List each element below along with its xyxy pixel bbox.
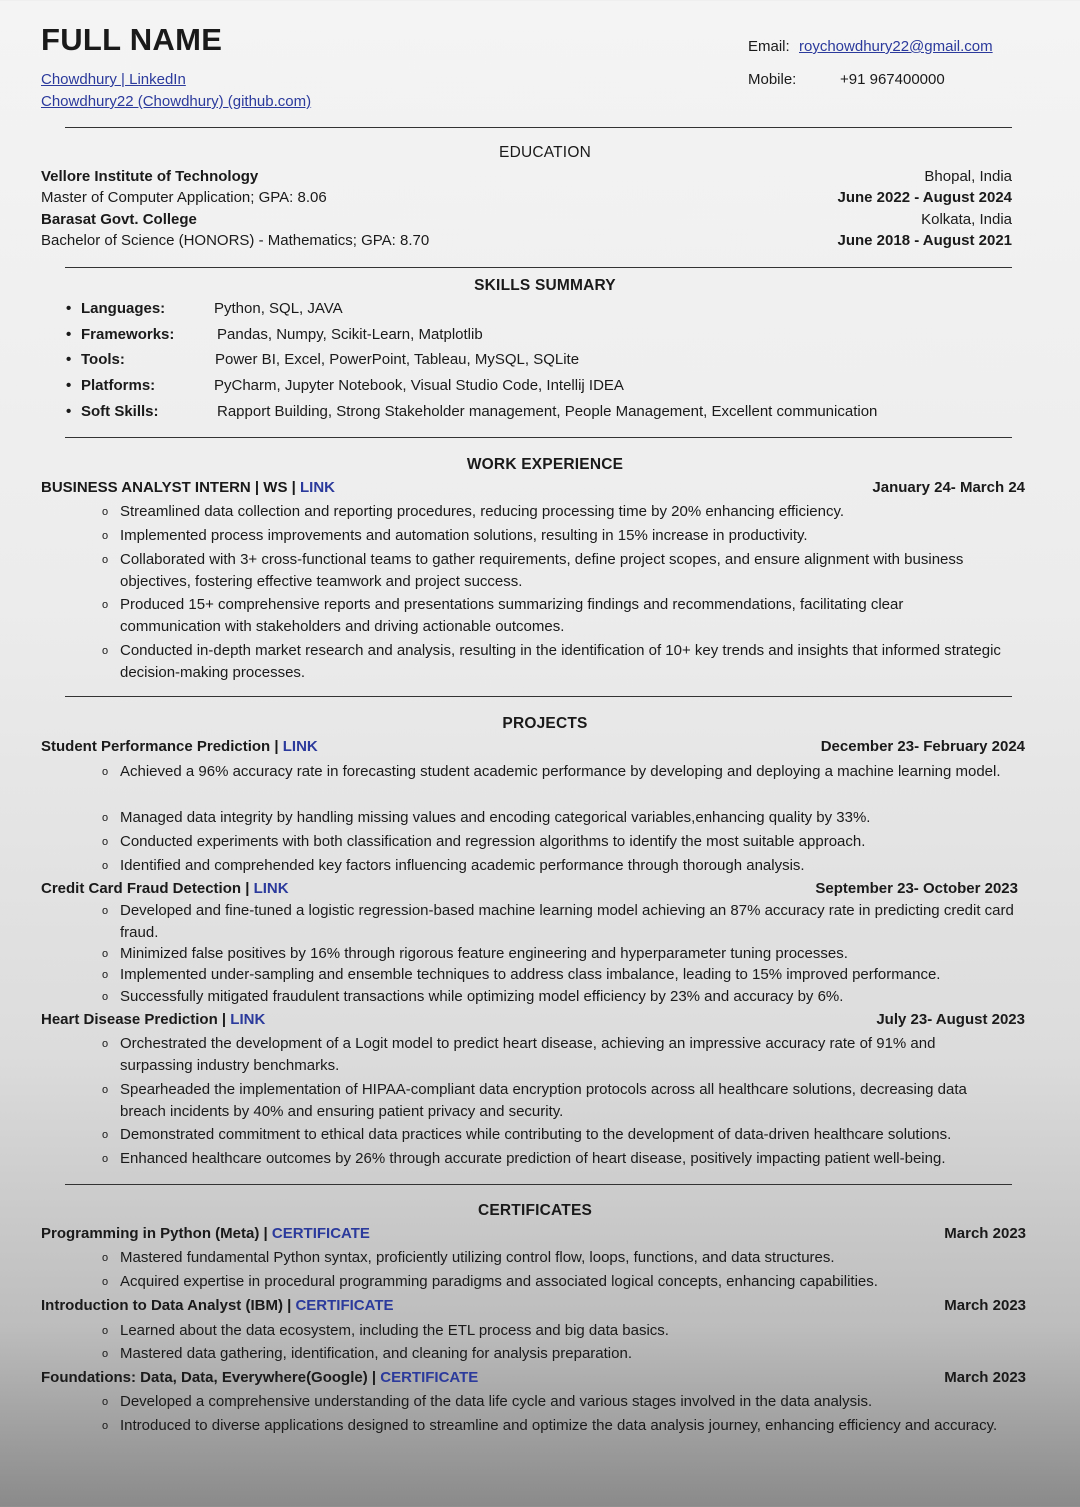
education-dates: June 2018 - August 2021 xyxy=(837,232,1012,249)
project-bullet: o Managed data integrity by handling missing values and encoding categorical variables,enhancing quality by 33%. xyxy=(102,809,871,826)
education-school: Barasat Govt. College xyxy=(41,211,197,228)
work-bullet: o Conducted in-depth market research and analysis, resulting in the identification of 10+ key trends and insights that informed strategic decision-making processes. xyxy=(102,642,1001,681)
divider xyxy=(65,1184,1012,1185)
certificate-date: March 2023 xyxy=(944,1369,1026,1386)
certificate-bullet: o Learned about the data ecosystem, including the ETL process and big data basics. xyxy=(102,1322,669,1339)
skill-label: Soft Skills: xyxy=(81,403,159,420)
certificate-date: March 2023 xyxy=(944,1297,1026,1314)
divider xyxy=(65,437,1012,438)
certificate-title: Introduction to Data Analyst (IBM) | CERTIFICATE xyxy=(41,1297,394,1314)
mobile-label: Mobile: xyxy=(748,71,797,88)
project-link[interactable]: LINK xyxy=(253,880,289,897)
project-dates: July 23- August 2023 xyxy=(876,1011,1025,1028)
project-bullet: o Demonstrated commitment to ethical data practices while contributing to the development of data-driven healthcare solutions. xyxy=(102,1126,952,1143)
project-bullet: o Conducted experiments with both classification and regression algorithms to identify the most suitable approach. xyxy=(102,833,866,850)
work-role-text: BUSINESS ANALYST INTERN | WS | xyxy=(41,479,300,496)
certificate-link[interactable]: CERTIFICATE xyxy=(295,1297,394,1314)
skill-value: PyCharm, Jupyter Notebook, Visual Studio Code, Intellij IDEA xyxy=(214,377,624,394)
certificate-bullet: o Introduced to diverse applications designed to streamline and optimize the data analysis journey, enhancing efficiency and accuracy. xyxy=(102,1417,998,1434)
project-link[interactable]: LINK xyxy=(282,738,318,755)
project-title: Heart Disease Prediction | LINK xyxy=(41,1011,266,1028)
divider xyxy=(65,696,1012,697)
education-location: Kolkata, India xyxy=(921,211,1012,228)
divider xyxy=(65,267,1012,268)
certificates-title: CERTIFICATES xyxy=(477,1202,593,1219)
skill-value: Power BI, Excel, PowerPoint, Tableau, MySQL, SQLite xyxy=(215,351,580,368)
project-bullet: o Enhanced healthcare outcomes by 26% through accurate prediction of heart disease, positively impacting patient well-being. xyxy=(102,1150,946,1167)
divider xyxy=(65,127,1012,128)
education-dates: June 2022 - August 2024 xyxy=(837,189,1012,206)
email-link[interactable]: roychowdhury22@gmail.com xyxy=(799,38,993,55)
skill-value: Rapport Building, Strong Stakeholder management, People Management, Excellent communication xyxy=(217,403,878,420)
work-title: WORK EXPERIENCE xyxy=(466,456,624,473)
education-school: Vellore Institute of Technology xyxy=(41,168,259,185)
work-bullet: o Streamlined data collection and reporting procedures, reducing processing time by 20% enhancing efficiency. xyxy=(102,503,845,520)
certificate-title: Programming in Python (Meta) | CERTIFICATE xyxy=(41,1225,370,1242)
project-link[interactable]: LINK xyxy=(230,1011,266,1028)
project-bullet: o Implemented under-sampling and ensemble techniques to address class imbalance, leading to 15% improved performance. xyxy=(102,966,941,983)
skill-value: Python, SQL, JAVA xyxy=(214,300,343,317)
certificate-date: March 2023 xyxy=(944,1225,1026,1242)
work-dates: January 24- March 24 xyxy=(872,479,1025,496)
work-role xyxy=(41,479,335,496)
project-bullet: o Achieved a 96% accuracy rate in forecasting student academic performance by developing and deploying a machine learning model. xyxy=(102,763,1001,780)
certificate-bullet: o Mastered data gathering, identification, and cleaning for analysis preparation. xyxy=(102,1345,632,1362)
project-bullet: o Minimized false positives by 16% through rigorous feature engineering and hyperparameter tuning processes. xyxy=(102,945,848,962)
education-degree: Bachelor of Science (HONORS) - Mathematics; GPA: 8.70 xyxy=(41,232,430,249)
education-location: Bhopal, India xyxy=(924,168,1012,185)
skills-title: SKILLS SUMMARY xyxy=(474,277,616,294)
resume-page: FULL NAME Chowdhury | LinkedIn Chowdhury22 (Chowdhury) (github.com) Email: roychowdhury22@gmail.com Mobile: +91 967400000 EDUCATION Vellore Institute of Technology Bhopal, India Master of Computer Application; GPA: 8.06 June 2022 - August 2024 Barasat Govt. College Kolkata, India Bachelor of Science (HONORS) - Mathematics; GPA: 8.70 June 2018 - August 2021 SKILLS SUMMARY • Languages: Python, SQL, JAVA • Frameworks: Pandas, Numpy, Scikit-Learn, Matplotlib • Tools: Power BI, Excel, PowerPoint, Tableau, MySQL, SQLite • Platforms: PyCharm, Jupyter Notebook, Visual Studio Code, Intellij IDEA • Soft Skills: Rapport Building, Strong Stakeholder management, People Management, Excellent communication WORK EXPERIENCE BUSINESS ANALYST INTERN | WS | LINK January 24- March 24 o Streamlined data collection and reporting procedures, reducing processing time by 20% enhancing efficiency. o Implemented process improvements and automation solutions, resulting in 15% increase in productivity. o Collaborated with 3+ cross-functional teams to gather requirements, define project scopes, and ensure alignment with business objectives, fostering effective teamwork and project success. o Produced 15+ comprehensive reports and presentations summarizing findings and recommendations, facilitating clear communication with stakeholders and driving actionable outcomes. o Conducted in-depth market research and analysis, resulting in the identification of 10+ key trends and insights that informed strategic decision-making processes. PROJECTS Student Performance Prediction | LINK December 23- February 2024 o Achieved a 96% accuracy rate in forecasting student academic performance by developing and deploying a machine learning model. o Managed data integrity by handling missing values and encoding categorical variables,enhancing quality by 33%. o Conducted experiments with both classification and regression algorithms to identify the most suitable approach. o Identified and comprehended key factors influencing academic performance through thorough analysis. Credit Card Fraud Detection | LINK September 23- October 2023 o Developed and fine-tuned a logistic regression-based machine learning model achieving an 87% accuracy rate in predicting credit card fraud. o Minimized false positives by 16% through rigorous feature engineering and hyperparameter tuning processes. o Implemented under-sampling and ensemble techniques to address class imbalance, leading to 15% improved performance. o Successfully mitigated fraudulent transactions while optimizing model efficiency by 23% and accuracy by 6%. Heart Disease Prediction | LINK July 23- August 2023 o Orchestrated the development of a Logit model to predict heart disease, achieving an impressive accuracy rate of 91% and surpassing industry benchmarks. o Spearheaded the implementation of HIPAA-compliant data encryption protocols across all healthcare solutions, decreasing data breach incidents by 40% and ensuring patient privacy and security. o Demonstrated commitment to ethical data practices while contributing to the development of data-driven healthcare solutions. o Enhanced healthcare outcomes by 26% through accurate prediction of heart disease, positively impacting patient well-being. CERTIFICATES Programming in Python (Meta) | CERTIFICATE March 2023 o Mastered fundamental Python syntax, proficiently utilizing control flow, loops, functions, and data structures. o Acquired expertise in procedural programming paradigms and associated logical concepts, enhancing capabilities. Introduction to Data Analyst (IBM) | CERTIFICATE March 2023 o Learned about the data ecosystem, including the ETL process and big data basics. o Mastered data gathering, identification, and cleaning for analysis preparation. Foundations: Data, Data, Everywhere(Google) | CERTIFICATE March 2023 o Developed a comprehensive understanding of the data life cycle and various stages involved in the data analysis. o Introduced to diverse applications designed to streamline and optimize the data analysis journey, enhancing efficiency and accuracy. xyxy=(0,0,1080,1507)
certificate-link[interactable]: CERTIFICATE xyxy=(380,1369,479,1386)
github-link[interactable]: Chowdhury22 (Chowdhury) (github.com) xyxy=(41,93,312,110)
education-degree: Master of Computer Application; GPA: 8.06 xyxy=(41,189,327,206)
project-title: Credit Card Fraud Detection | LINK xyxy=(41,880,289,897)
project-title: Student Performance Prediction | LINK xyxy=(41,738,318,755)
mobile-value: +91 967400000 xyxy=(840,71,945,88)
email-label: Email: xyxy=(748,38,790,55)
project-bullet: o Identified and comprehended key factors influencing academic performance through thorough analysis. xyxy=(102,857,805,874)
certificate-bullet: o Developed a comprehensive understanding of the data life cycle and various stages involved in the data analysis. xyxy=(102,1393,873,1410)
work-link[interactable]: LINK xyxy=(299,479,335,496)
work-bullet: o Produced 15+ comprehensive reports and presentations summarizing findings and recommendations, facilitating clear communication with stakeholders and driving actionable outcomes. xyxy=(102,596,904,635)
project-bullet: o Orchestrated the development of a Logit model to predict heart disease, achieving an impressive accuracy rate of 91% and surpassing industry benchmarks. xyxy=(102,1035,936,1074)
full-name: FULL NAME xyxy=(41,22,223,57)
certificate-title: Foundations: Data, Data, Everywhere(Google) | CERTIFICATE xyxy=(41,1369,479,1386)
project-bullet: o Successfully mitigated fraudulent transactions while optimizing model efficiency by 23% and accuracy by 6%. xyxy=(102,988,844,1005)
certificate-link[interactable]: CERTIFICATE xyxy=(271,1225,370,1242)
work-bullet: o Collaborated with 3+ cross-functional teams to gather requirements, define project scopes, and ensure alignment with business objectives, fostering effective teamwork and project success. xyxy=(102,551,964,590)
linkedin-link[interactable]: Chowdhury | LinkedIn xyxy=(41,71,186,88)
education-title: EDUCATION xyxy=(499,144,591,161)
work-bullet: o Implemented process improvements and automation solutions, resulting in 15% increase in productivity. xyxy=(102,527,808,544)
certificate-bullet: o Mastered fundamental Python syntax, proficiently utilizing control flow, loops, functions, and data structures. xyxy=(102,1249,835,1266)
skill-label: Tools: xyxy=(81,351,125,368)
project-bullet: o Developed and fine-tuned a logistic regression-based machine learning model achieving an 87% accuracy rate in predicting credit card fraud. xyxy=(102,902,1014,941)
skill-value: Pandas, Numpy, Scikit-Learn, Matplotlib xyxy=(217,326,483,343)
project-dates: December 23- February 2024 xyxy=(820,738,1025,755)
project-dates: September 23- October 2023 xyxy=(815,880,1018,897)
project-bullet: o Spearheaded the implementation of HIPAA-compliant data encryption protocols across all healthcare solutions, decreasing data breach incidents by 40% and ensuring patient privacy and security. xyxy=(102,1081,967,1120)
skill-label: Frameworks: xyxy=(81,326,175,343)
projects-title: PROJECTS xyxy=(502,715,588,732)
skill-label: Platforms: xyxy=(81,377,156,394)
certificate-bullet: o Acquired expertise in procedural programming paradigms and associated logical concepts, enhancing capabilities. xyxy=(102,1273,878,1290)
skill-label: Languages: xyxy=(81,300,166,317)
